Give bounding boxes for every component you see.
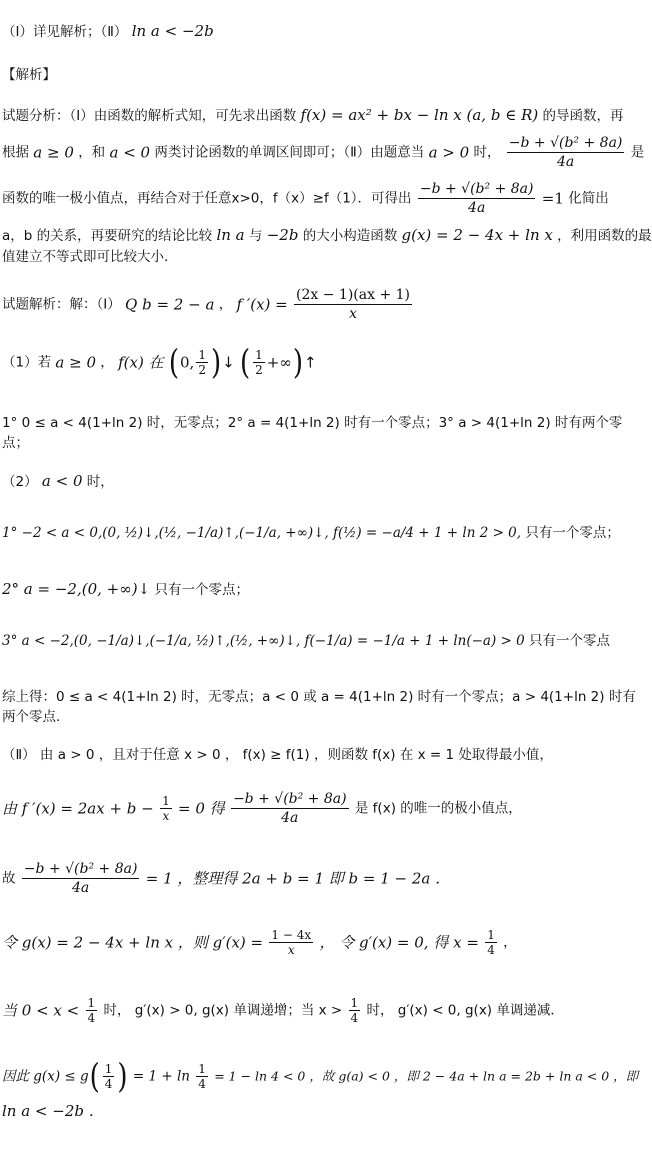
answer-prefix: （Ⅰ）详见解析；（Ⅱ） <box>2 24 128 40</box>
final-conclusion <box>2 1102 628 1121</box>
derivative-fraction <box>294 286 412 323</box>
fraction-denominator: x <box>162 809 170 823</box>
fraction-denominator: 4a <box>281 810 299 826</box>
analysis-text: 化简出 <box>568 190 609 207</box>
fraction-numerator: −b + √(b² + 8a) <box>23 861 138 877</box>
fraction-denominator: x <box>287 943 295 957</box>
math-inline: f(x) 在 <box>118 353 164 372</box>
jiexi-heading: 【解析】 <box>2 67 56 83</box>
interval-end: +∞ <box>266 353 292 372</box>
fraction-numerator: −b + √(b² + 8a) <box>508 135 623 151</box>
math-inline: ln a <box>216 226 245 244</box>
analysis-text: ，和 <box>78 144 106 161</box>
fraction-denominator: 2 <box>198 363 206 377</box>
analysis-text: 两类讨论函数的单调区间即可；（Ⅱ）由题意当 <box>154 144 425 161</box>
math-inline: g(x) = 2 − 4x + ln x <box>401 226 553 244</box>
part-2-line-1: （Ⅱ） 由 a > 0 ，且对于任意 x > 0 ， f(x) ≥ f(1) ，则函数 f(x) 在 x = 1 处取得最小值， <box>2 747 553 763</box>
analysis-text: 的导函数，再 <box>542 108 624 124</box>
quarter-fraction <box>103 1062 115 1091</box>
interval-start: 0, <box>180 353 195 372</box>
fraction-numerator: 1 <box>198 1062 206 1076</box>
solution-text: 时， <box>86 474 114 490</box>
part-2-line-6: 因此 g(x) ≤ g( $\frac{1}{4}$ ) = 1 + ln $\frac{1}{4}$ = 1 − ln 4 < 0 ，故 g(a) < 0 ，即 2 − 4a + ln a = 2b + ln a < 0 ，即 <box>2 1057 639 1096</box>
solution-text: ， <box>503 934 517 951</box>
math-inline: 由 f ′(x) = 2ax + b − <box>2 799 154 818</box>
solution-line-1 <box>2 286 628 330</box>
solution-text: ， <box>100 354 114 371</box>
critical-point-fraction <box>22 860 140 897</box>
fraction-denominator: 4 <box>487 943 495 957</box>
case-2-line <box>2 472 628 491</box>
part-2-line-4 <box>2 928 628 972</box>
analysis-text: 函数的唯一极小值点，再结合对于任意x>0，f（x）≥f（1）．可得出 <box>2 190 412 207</box>
solution-text: 时， g′(x) < 0, g(x) 单调递减． <box>366 1002 564 1019</box>
case-1-line: （1）若 a ≥ 0 ， f(x) 在 (0, $\frac{1}{2}$ )↓ ( $\frac{1}{2}$ +∞)↑ <box>2 343 317 382</box>
math-inline: a < 0 <box>41 472 83 490</box>
fraction-numerator: 1 <box>255 348 263 362</box>
fraction-denominator: 4a <box>556 154 575 170</box>
part-2-line-5 <box>2 996 628 1036</box>
quarter-fraction <box>485 928 497 957</box>
case-2-sub-2 <box>2 580 628 599</box>
fraction-numerator: 1 <box>350 996 359 1010</box>
case-1-zeros-line-2: 点； <box>2 435 29 451</box>
critical-point-fraction <box>231 790 349 827</box>
analysis-text: 时， <box>473 144 501 161</box>
solution-text: 只有一个零点； <box>525 525 620 541</box>
quarter-fraction <box>86 996 98 1025</box>
fraction-numerator: (2x − 1)(ax + 1) <box>296 287 410 303</box>
math-inline: −2b <box>266 226 299 244</box>
function-definition: f(x) = ax² + bx − ln x (a, b ∈ R) <box>300 106 539 124</box>
critical-point-fraction <box>507 134 625 171</box>
fraction-denominator: 4 <box>350 1011 359 1025</box>
math-inline: 2° a = −2,(0, +∞)↓ <box>2 580 151 598</box>
math-inline: =1 <box>541 189 564 208</box>
analysis-line-1 <box>2 106 628 125</box>
math-inline: a ≥ 0 <box>55 353 96 372</box>
reciprocal-fraction <box>160 794 172 823</box>
math-inline: = 1 − ln 4 < 0 ，故 g(a) < 0 ，即 2 − 4a + ln a = 2b + ln a < 0 ，即 <box>214 1068 639 1084</box>
half-fraction <box>253 348 265 377</box>
decreasing-arrow-icon: ↓ <box>222 353 235 372</box>
fraction-denominator: x <box>349 306 357 322</box>
fraction-numerator: −b + √(b² + 8a) <box>232 791 347 807</box>
fraction-numerator: 1 <box>198 348 206 362</box>
case-2-sub-3 <box>2 632 628 650</box>
fraction-denominator: 4a <box>468 200 486 216</box>
fraction-numerator: 1 <box>87 996 96 1010</box>
solution-text: 只有一个零点； <box>154 582 249 598</box>
summary-line-2: 两个零点． <box>2 709 70 725</box>
math-inline: a ≥ 0 <box>33 143 74 162</box>
quarter-fraction <box>349 996 361 1025</box>
fraction-denominator: 4 <box>87 1011 96 1025</box>
math-inline: 1° −2 < a < 0,(0, ½)↓,(½, −1/a)↑,(−1/a, +∞)↓, f(½) = −a/4 + 1 + ln 2 > 0, <box>2 525 522 541</box>
math-inline: 当 0 < x < <box>2 1001 80 1020</box>
fraction-numerator: 1 <box>162 794 170 808</box>
math-inline: = 1 + ln <box>132 1068 190 1085</box>
summary-line-1: 综上得：0 ≤ a < 4(1+ln 2) 时，无零点；a < 0 或 a = 4(1+ln 2) 时有一个零点；a > 4(1+ln 2) 时有 <box>2 689 636 705</box>
part-2-line-3 <box>2 860 628 904</box>
analysis-text: 根据 <box>2 144 29 161</box>
math-inline: 因此 g(x) ≤ g <box>2 1068 89 1085</box>
analysis-text: 试题分析：（Ⅰ）由函数的解析式知，可先求出函数 <box>2 108 297 124</box>
math-inline: a < 0 <box>109 143 151 162</box>
analysis-text: 是 <box>630 144 645 161</box>
solution-text: （1）若 <box>2 354 52 371</box>
critical-point-fraction <box>418 180 536 217</box>
analysis-line-3 <box>2 180 628 224</box>
analysis-text: ，利用函数的最 <box>557 228 652 244</box>
solution-text: 试题解析：解：（Ⅰ） <box>2 296 121 313</box>
analysis-line-2 <box>2 134 645 178</box>
fraction-numerator: 1 <box>104 1062 113 1076</box>
math-inline: a > 0 <box>428 143 470 162</box>
math-inline: ， 令 g′(x) = 0, 得 x = <box>319 933 479 952</box>
analysis-line-5: 值建立不等式即可比较大小． <box>2 249 178 265</box>
analysis-line-4 <box>2 226 652 245</box>
solution-text: 故 <box>2 870 16 887</box>
fraction-denominator: 4 <box>104 1077 113 1091</box>
derivative-g-fraction <box>269 928 313 957</box>
fraction-denominator: 4a <box>71 880 90 896</box>
solution-text: （2） <box>2 474 38 490</box>
fraction-denominator: 2 <box>255 363 263 377</box>
analysis-text: 的大小构造函数 <box>302 228 398 244</box>
fraction-denominator: 4 <box>198 1077 206 1091</box>
case-2-sub-1 <box>2 524 628 542</box>
math-inline: 令 g(x) = 2 − 4x + ln x ，则 g′(x) = <box>2 933 264 952</box>
solution-text: 时， g′(x) > 0, g(x) 单调递增；当 x > <box>103 1002 343 1019</box>
math-inline: Q b = 2 − a <box>125 295 215 314</box>
math-inline: = 0 得 <box>178 799 225 818</box>
analysis-text: 与 <box>248 228 263 244</box>
solution-text: ， <box>218 296 233 313</box>
case-1-zeros-line: 1° 0 ≤ a < 4(1+ln 2) 时，无零点；2° a = 4(1+ln 2) 时有一个零点；3° a > 4(1+ln 2) 时有两个零 <box>2 415 623 431</box>
quarter-fraction <box>196 1062 208 1091</box>
answer-formula: ln a < −2b <box>131 22 214 40</box>
increasing-arrow-icon: ↑ <box>304 353 317 372</box>
fraction-numerator: −b + √(b² + 8a) <box>419 181 534 197</box>
solution-text: 是 f(x) 的唯一的极小值点， <box>354 800 522 817</box>
fraction-numerator: 1 <box>487 928 495 942</box>
part-2-line-2 <box>2 790 628 834</box>
solution-text: 只有一个零点 <box>529 633 611 649</box>
math-inline: f ′(x) = <box>236 295 288 314</box>
math-inline: ln a < −2b ． <box>2 1102 104 1120</box>
math-inline: = 1 ，整理得 2a + b = 1 即 b = 1 − 2a ． <box>145 869 451 888</box>
half-fraction <box>196 348 208 377</box>
answer-line <box>2 22 628 41</box>
analysis-text: a，b 的关系，再要研究的结论比较 <box>2 228 213 244</box>
fraction-numerator: 1 − 4x <box>271 928 312 942</box>
math-inline: 3° a < −2,(0, −1/a)↓,(−1/a, ½)↑,(½, +∞)↓, f(−1/a) = −1/a + 1 + ln(−a) > 0 <box>2 633 525 649</box>
